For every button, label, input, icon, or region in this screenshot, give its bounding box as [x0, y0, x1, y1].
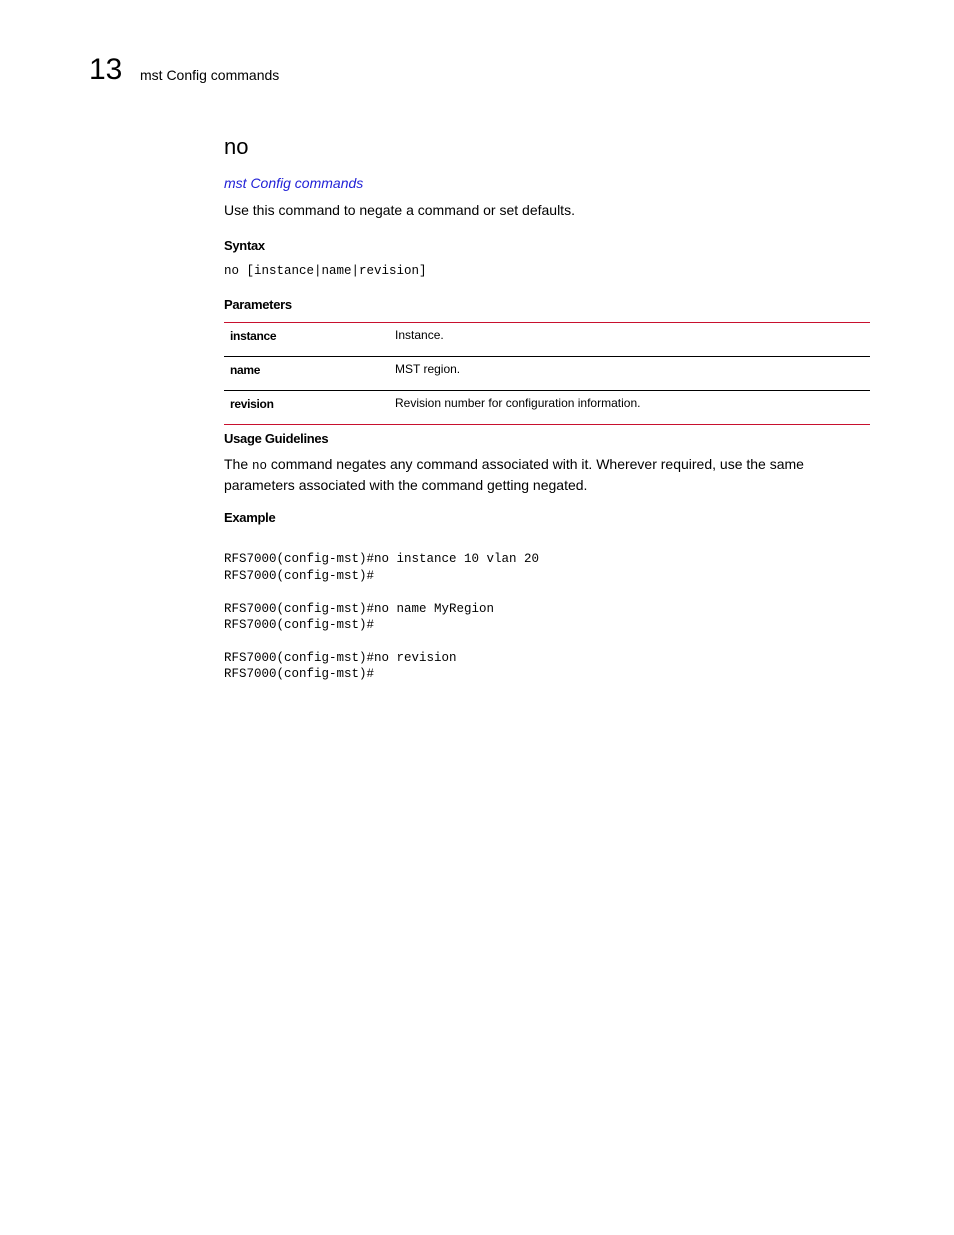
code-line: RFS7000(config-mst)# [224, 618, 375, 633]
usage-text-line2: parameters associated with the command getting negated. [224, 477, 588, 493]
code-line [224, 584, 539, 600]
example-heading: Example [224, 510, 276, 525]
code-line [224, 633, 539, 649]
param-description: MST region. [395, 362, 461, 376]
syntax-heading: Syntax [224, 238, 265, 253]
param-description: Instance. [395, 328, 444, 342]
param-name: name [230, 363, 261, 377]
parent-topic-link[interactable]: mst Config commands [224, 175, 364, 191]
syntax-command: no [instance|name|revision] [224, 264, 427, 278]
usage-text-before: The [224, 456, 253, 472]
usage-text [224, 455, 870, 495]
param-name: instance [230, 329, 277, 343]
parameters-table [224, 322, 870, 425]
page-title: no [224, 134, 249, 159]
table-row [224, 323, 870, 357]
code-line: RFS7000(config-mst)#no revision [224, 650, 457, 665]
example-code-block [224, 535, 539, 683]
code-line: RFS7000(config-mst)#no name MyRegion [224, 601, 495, 616]
table-row [224, 357, 870, 391]
usage-heading: Usage Guidelines [224, 431, 329, 446]
code-line: RFS7000(config-mst)# [224, 568, 375, 583]
table-row [224, 391, 870, 425]
code-line: RFS7000(config-mst)#no instance 10 vlan 20 [224, 552, 540, 567]
param-description: Revision number for configuration information. [395, 396, 641, 410]
description: Use this command to negate a command or set defaults. [224, 202, 575, 218]
chapter-title: mst Config commands [140, 67, 280, 83]
usage-text-after: command negates any command associated with it. Wherever required, use the same [267, 456, 804, 472]
code-line: RFS7000(config-mst)# [224, 667, 375, 682]
param-name: revision [230, 397, 274, 411]
parameters-heading: Parameters [224, 297, 292, 312]
usage-inline-code: no [252, 459, 268, 473]
chapter-number: 13 [89, 53, 123, 86]
